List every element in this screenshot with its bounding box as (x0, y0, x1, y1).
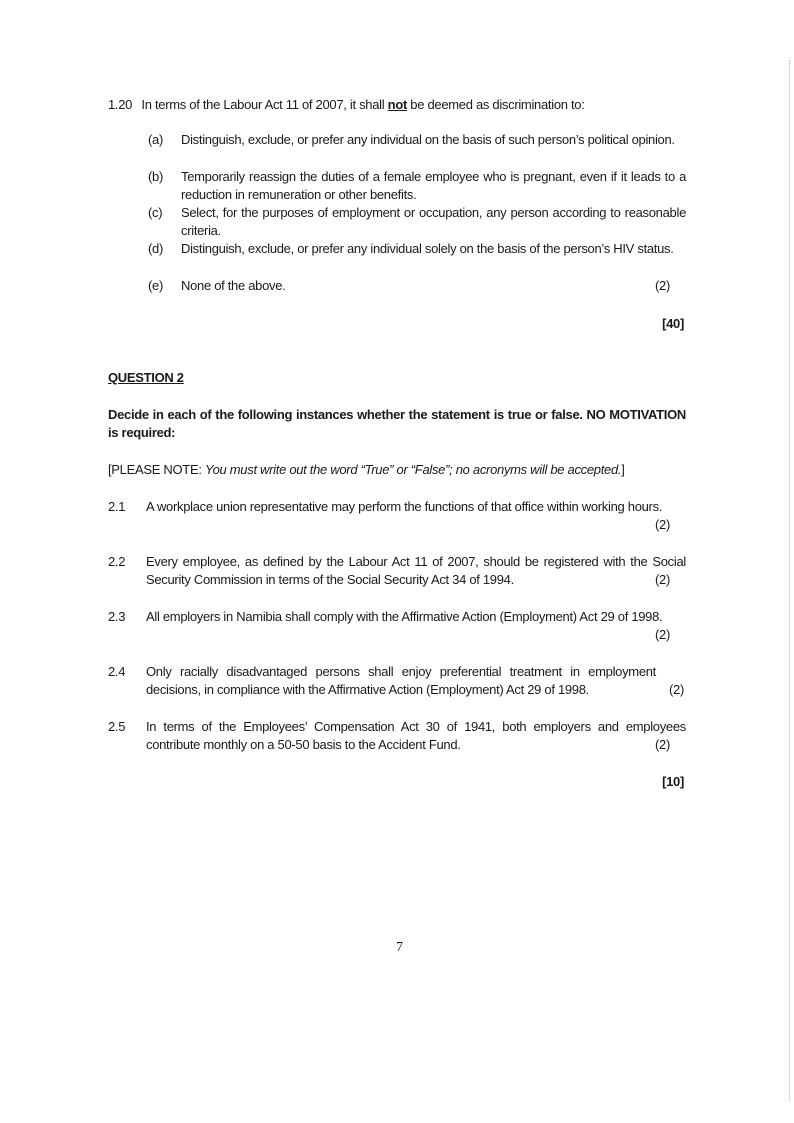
stem-emphasis: not (387, 97, 407, 112)
item-marks: (2) (655, 627, 670, 642)
item-number: 2.1 (108, 499, 126, 514)
option-text-d: Distinguish, exclude, or prefer any individual solely on the basis of the person’s HIV status. (181, 241, 674, 256)
option-label-c: (c) (148, 205, 163, 220)
item-marks: (2) (655, 517, 670, 532)
marks: (2) (655, 278, 670, 293)
option-label-b: (b) (148, 169, 163, 184)
item-text: A workplace union representative may perform the functions of that office within working hours. (146, 499, 663, 514)
item-marks: (2) (655, 737, 670, 752)
stem-text-end: be deemed as discrimination to: (406, 97, 585, 112)
option-text-e: None of the above. (181, 278, 286, 293)
item-marks: (2) (655, 572, 670, 587)
question-1-20-stem (108, 96, 585, 114)
note-prefix: [PLEASE NOTE: (108, 462, 205, 477)
item-text: Only racially disadvantaged persons shall enjoy preferential treatment in employment decisions, in compliance with the Affirmative Action (Employment) Act 29 of 1998. (146, 664, 656, 697)
item-text: Every employee, as defined by the Labour Act 11 of 2007, should be registered with the Social Security Commission in terms of the Social Security Act 34 of 1994. (146, 554, 686, 587)
section-total: [10] (662, 774, 684, 789)
option-text-b: Temporarily reassign the duties of a female employee who is pregnant, even if it leads to a reduction in remuneration or other benefits. (181, 169, 686, 202)
please-note (108, 461, 625, 479)
item-text: In terms of the Employees’ Compensation Act 30 of 1941, both employers and employees contribute monthly on a 50-50 basis to the Accident Fund. (146, 719, 686, 752)
option-label-e: (e) (148, 278, 163, 293)
question-heading: QUESTION 2 (108, 370, 184, 385)
option-text-a: Distinguish, exclude, or prefer any individual on the basis of such person’s political opinion. (181, 132, 675, 147)
item-number: 2.2 (108, 554, 126, 569)
option-label-a: (a) (148, 132, 163, 147)
stem-text: In terms of the Labour Act 11 of 2007, it shall (141, 97, 388, 112)
question-instruction: Decide in each of the following instances whether the statement is true or false. NO MOTIVATION is required: (108, 407, 686, 440)
item-number: 2.5 (108, 719, 126, 734)
item-number: 2.4 (108, 664, 126, 679)
item-text: All employers in Namibia shall comply with the Affirmative Action (Employment) Act 29 of 1998. (146, 609, 663, 624)
item-marks: (2) (669, 682, 684, 697)
option-label-d: (d) (148, 241, 163, 256)
note-suffix: ] (621, 462, 625, 477)
note-text: You must write out the word “True” or “False”; no acronyms will be accepted. (204, 462, 622, 477)
question-number: 1.20 (108, 97, 133, 112)
scan-edge-marks (789, 60, 791, 1100)
option-text-c: Select, for the purposes of employment or occupation, any person according to reasonable criteria. (181, 205, 686, 238)
item-number: 2.3 (108, 609, 126, 624)
page-number: 7 (396, 940, 403, 955)
section-total: [40] (662, 316, 684, 331)
